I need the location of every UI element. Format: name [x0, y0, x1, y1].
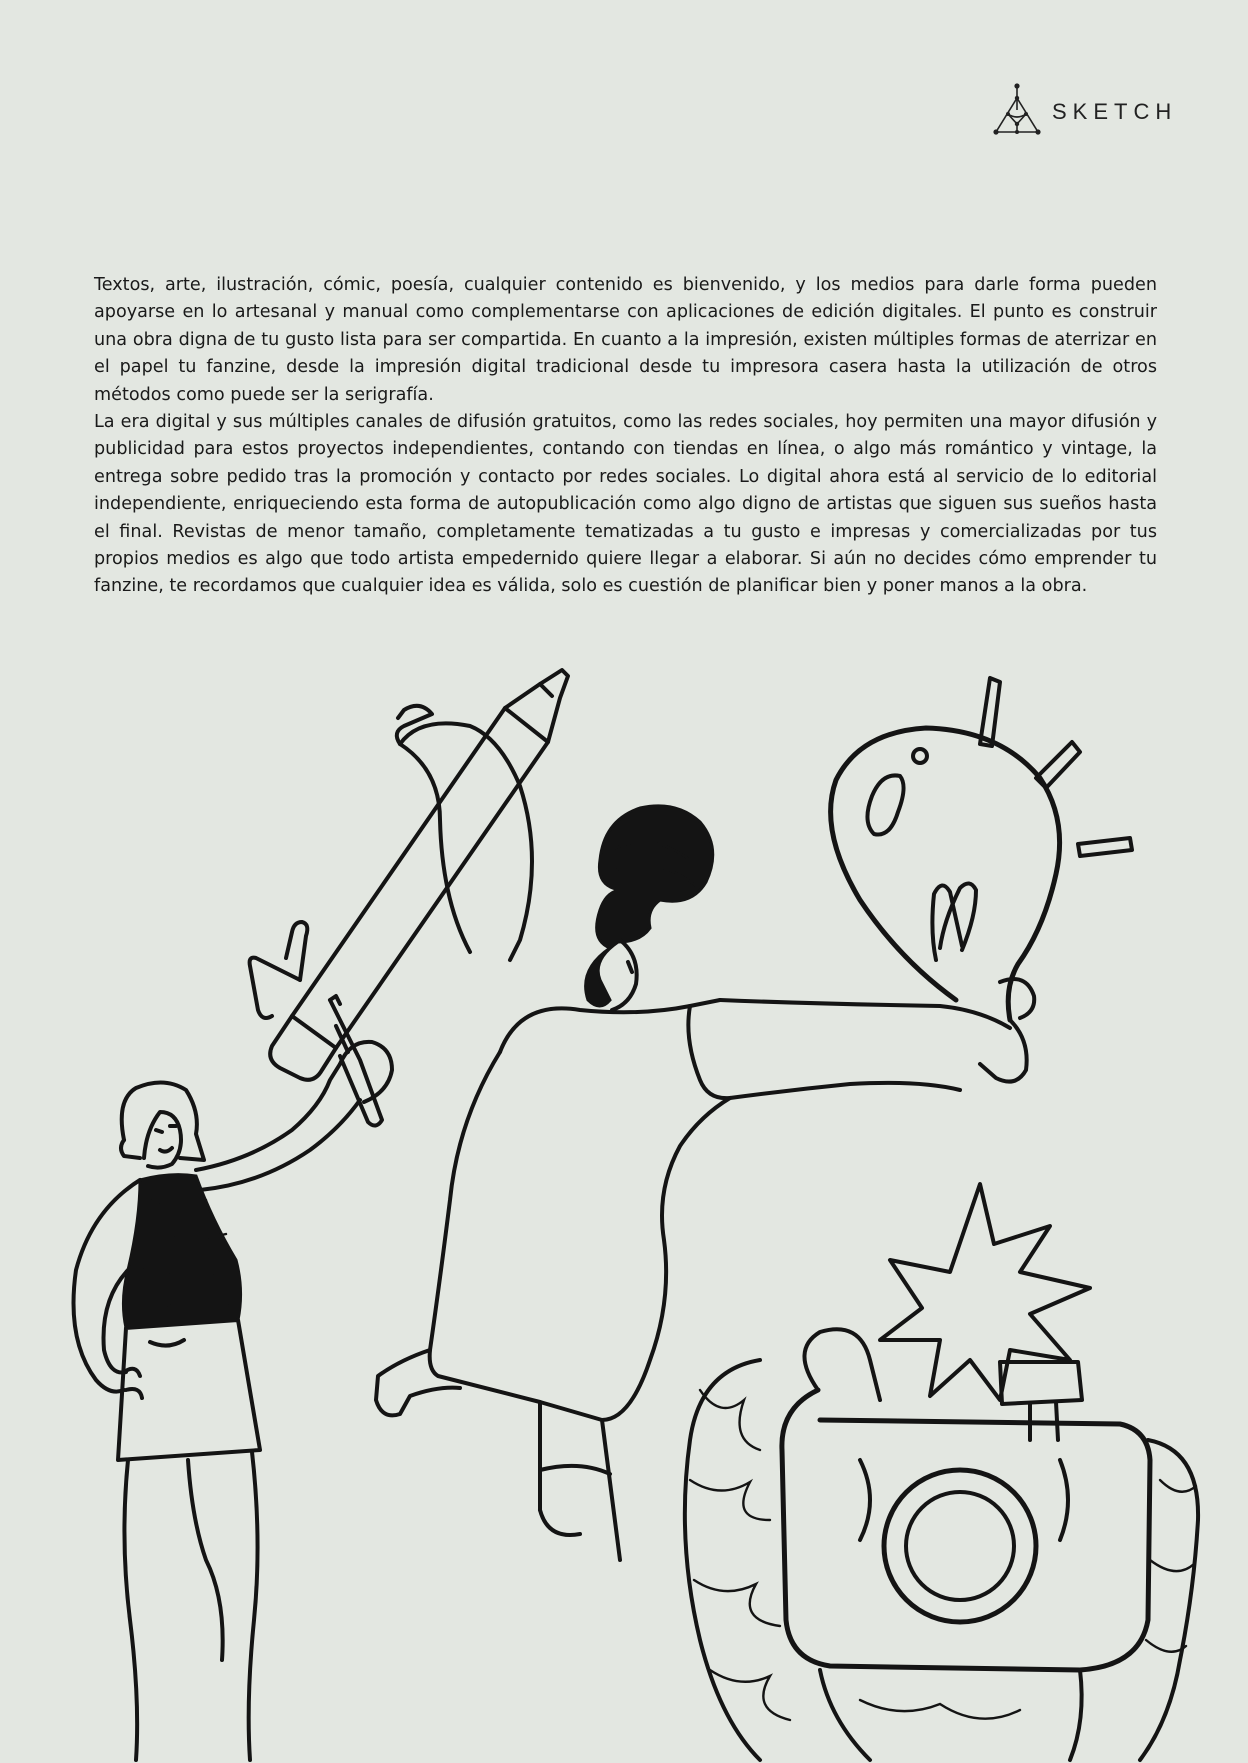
hand-drawn-illustration — [0, 660, 1248, 1763]
paragraph-1: Textos, arte, ilustración, cómic, poesía, cualquier contenido es bienvenido, y los medios para darle forma pueden apoyarse en lo artesanal y manual como complementarse con aplicaciones de edición digitales. El punto es construir una obra digna de tu gusto lista para ser compartida. En cuanto a la impresión, existen múltiples formas de aterrizar en el papel tu fanzine, desde la impresión digital tradicional desde tu impresora casera hasta la utilización de otros métodos como puede ser la serigrafía. — [94, 275, 1157, 405]
woman-figure — [74, 996, 393, 1760]
pen-icon — [250, 670, 568, 1080]
constellation-triangle-logo-icon — [988, 80, 1046, 144]
paragraph-2: La era digital y sus múltiples canales de difusión gratuitos, como las redes sociales, hoy permiten una mayor difusión y publicidad para estos proyectos independientes, contando con tiendas en línea, o algo más romántico y vintage, la entrega sobre pedido tras la promoción y contacto por redes sociales. Lo digital ahora está al servicio de lo editorial independiente, enriqueciendo esta forma de autopublicación como algo digno de artistas que siguen sus sueños hasta el final. Revistas de menor tamaño, completamente tematizadas a tu gusto e impresas y comercializadas por tus propios medios es algo que todo artista empedernido quiere llegar a elaborar. Si aún no decides cómo emprender tu fanzine, te recordamos que cualquier idea es válida, solo es cuestión de planificar bien y poner manos a la obra. — [94, 412, 1157, 597]
star-burst-icon — [880, 1184, 1090, 1400]
brand-header — [988, 80, 1188, 144]
camera-icon — [685, 1329, 1198, 1760]
article-body — [94, 272, 1157, 601]
illustration-canvas — [0, 660, 1248, 1763]
brand-name: SKETCH — [1052, 99, 1178, 124]
lightbulb-icon — [831, 678, 1132, 1082]
